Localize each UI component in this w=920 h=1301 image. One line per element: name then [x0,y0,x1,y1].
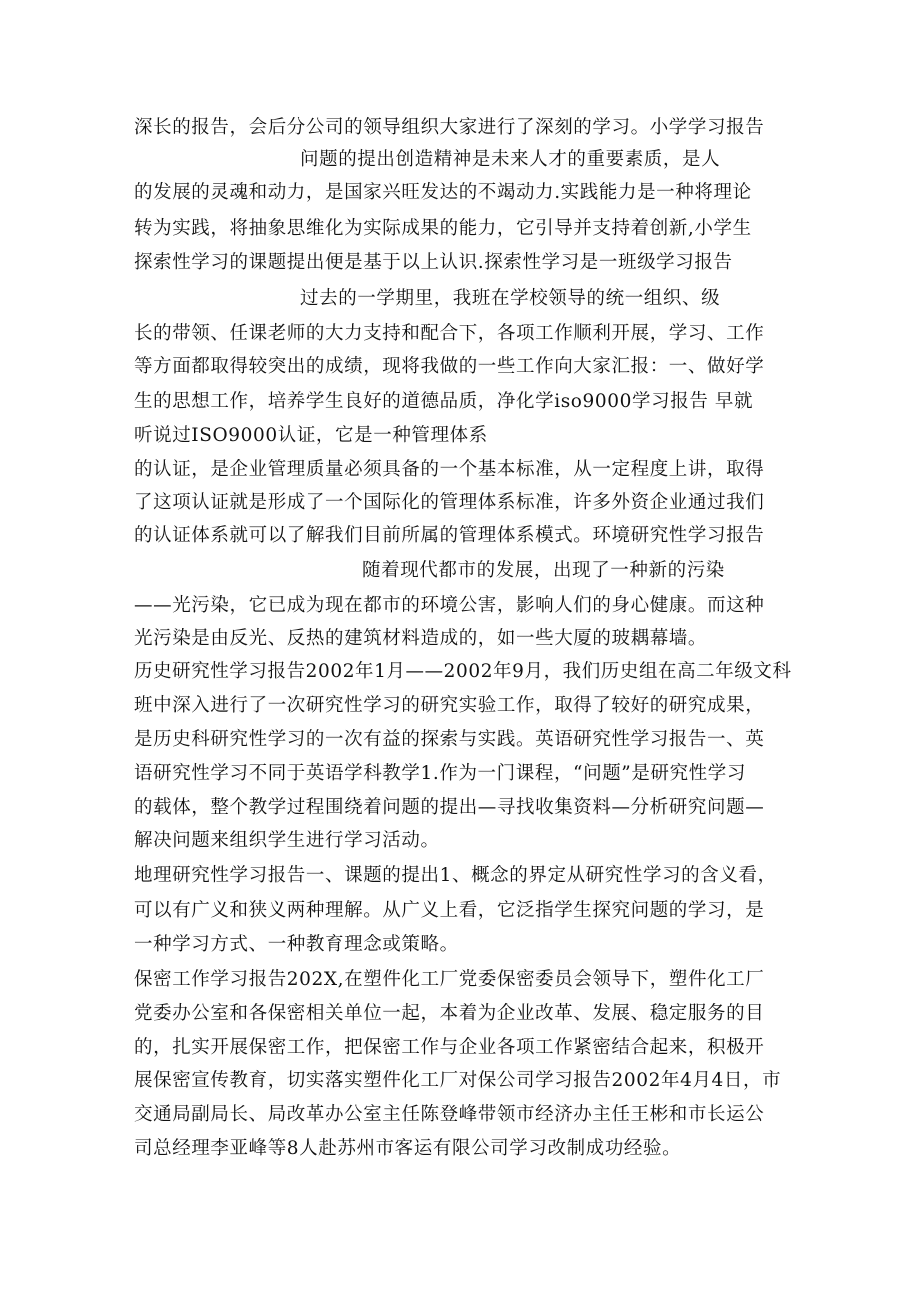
text-line: 的认证，是企业管理质量必须具备的一个基本标准，从一定程度上讲，取得 [134,459,765,480]
text-line: 交通局副局长、局改革办公室主任陈登峰带领市经济办主任王彬和市长运公 [134,1104,765,1125]
text-line: 等方面都取得较突出的成绩，现将我做的一些工作向大家汇报：一、做好学 [134,356,765,377]
text-line: 生的思想工作，培养学生良好的道德品质，净化学iso9000学习报告 早就 [134,391,754,412]
text-line: 了这项认证就是形成了一个国际化的管理体系标准，许多外资企业通过我们 [134,492,765,513]
text-line: 语研究性学习不同于英语学科教学1.作为一门课程，“问题”是研究性学习 [134,763,746,784]
text-line: 可以有广义和狭义两种理解。从广义上看，它泛指学生探究问题的学习，是 [134,900,765,921]
text-line: 探索性学习的课题提出便是基于以上认识.探索性学习是一班级学习报告 [134,252,733,273]
text-line: 问题的提出创造精神是未来人才的重要素质，是人 [300,149,721,170]
text-line: ——光污染，它已成为现在都市的环境公害，影响人们的身心健康。而这种 [134,595,765,616]
text-line: 光污染是由反光、反热的建筑材料造成的，如一些大厦的玻耦幕墙。 [134,628,708,649]
text-line: 的发展的灵魂和动力，是国家兴旺发达的不竭动力.实践能力是一种将理论 [134,182,752,203]
text-line: 的载体，整个教学过程围绕着问题的提出—寻找收集资料—分析研究问题— [134,797,765,818]
text-line: 党委办公室和各保密相关单位一起，本着为企业改革、发展、稳定服务的目 [134,1003,765,1024]
text-line: 深长的报告，会后分公司的领导组织大家进行了深刻的学习。小学学习报告 [134,117,765,138]
text-line: 的认证体系就可以了解我们目前所属的管理体系模式。环境研究性学习报告 [134,525,765,546]
text-line: 是历史科研究性学习的一次有益的探索与实践。英语研究性学习报告一、英 [134,729,765,750]
text-line: 地理研究性学习报告一、课题的提出1、概念的界定从研究性学习的含义看， [134,865,777,886]
text-line: 一种学习方式、一种教育理念或策略。 [134,934,459,955]
text-line: 保密工作学习报告202X,在塑件化工厂党委保密委员会领导下，塑件化工厂 [134,969,765,990]
text-line: 随着现代都市的发展，出现了一种新的污染 [362,560,725,581]
text-line: 班中深入进行了一次研究性学习的研究实验工作，取得了较好的研究成果， [134,695,765,716]
text-line: 司总经理李亚峰等8人赴苏州市客运有限公司学习改制成功经验。 [134,1138,682,1159]
text-line: 历史研究性学习报告2002年1月——2002年9月，我们历史组在高二年级文科 [134,661,792,682]
text-line: 长的带领、任课老师的大力支持和配合下，各项工作顺利开展，学习、工作 [134,323,765,344]
text-line: 的，扎实开展保密工作，把保密工作与企业各项工作紧密结合起来，积极开 [134,1037,765,1058]
text-line: 解决问题来组织学生进行学习活动。 [134,830,440,851]
text-line: 听说过ISO9000认证，它是一种管理体系 [134,425,488,446]
text-line: 转为实践，将抽象思维化为实际成果的能力，它引导并支持着创新,小学生 [134,218,752,239]
text-line: 展保密宣传教育，切实落实塑件化工厂对保公司学习报告2002年4月4日，市 [134,1070,782,1091]
text-line: 过去的一学期里，我班在学校领导的统一组织、级 [300,288,721,309]
